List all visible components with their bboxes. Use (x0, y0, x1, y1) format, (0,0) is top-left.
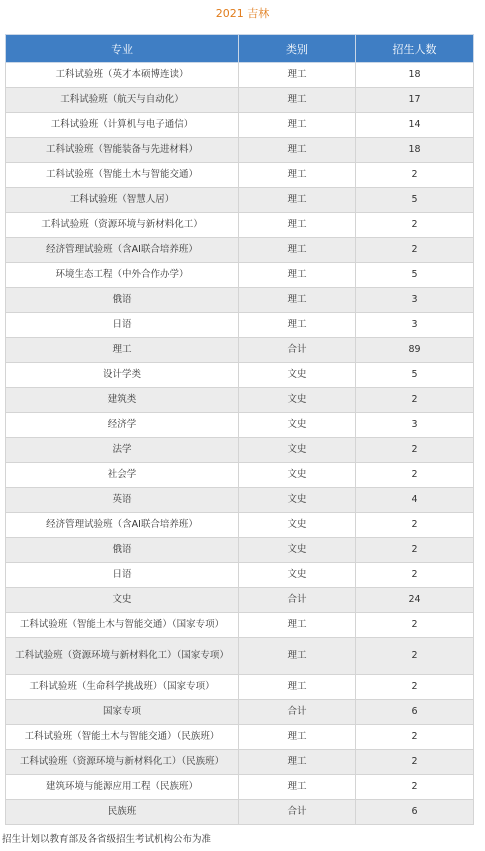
cell-category: 文史 (239, 563, 356, 588)
cell-enrollment: 2 (356, 513, 474, 538)
cell-category: 文史 (239, 538, 356, 563)
cell-major: 理工 (6, 338, 239, 363)
header-enrollment: 招生人数 (356, 35, 474, 63)
cell-enrollment: 4 (356, 488, 474, 513)
cell-category: 理工 (239, 113, 356, 138)
cell-enrollment: 2 (356, 675, 474, 700)
cell-enrollment: 2 (356, 438, 474, 463)
cell-enrollment: 89 (356, 338, 474, 363)
cell-enrollment: 2 (356, 725, 474, 750)
cell-major: 工科试验班（航天与自动化） (6, 88, 239, 113)
cell-major: 民族班 (6, 800, 239, 825)
cell-category: 理工 (239, 675, 356, 700)
cell-major: 工科试验班（计算机与电子通信） (6, 113, 239, 138)
cell-category: 理工 (239, 138, 356, 163)
cell-category: 理工 (239, 775, 356, 800)
cell-major: 工科试验班（资源环境与新材料化工）（民族班） (6, 750, 239, 775)
table-row (6, 513, 474, 538)
cell-enrollment: 3 (356, 288, 474, 313)
table-body (6, 63, 474, 825)
cell-enrollment: 5 (356, 188, 474, 213)
cell-category: 理工 (239, 188, 356, 213)
cell-major: 经济学 (6, 413, 239, 438)
page-title: 2021 吉林 (215, 7, 270, 20)
cell-major: 法学 (6, 438, 239, 463)
table-row (6, 538, 474, 563)
cell-major: 设计学类 (6, 363, 239, 388)
cell-major: 社会学 (6, 463, 239, 488)
cell-major: 文史 (6, 588, 239, 613)
table-row (6, 138, 474, 163)
cell-category: 理工 (239, 613, 356, 638)
cell-category: 合计 (239, 700, 356, 725)
cell-enrollment: 2 (356, 463, 474, 488)
cell-enrollment: 24 (356, 588, 474, 613)
cell-major: 俄语 (6, 288, 239, 313)
table-row (6, 313, 474, 338)
cell-category: 文史 (239, 413, 356, 438)
cell-enrollment: 2 (356, 238, 474, 263)
table-row (6, 238, 474, 263)
cell-category: 文史 (239, 513, 356, 538)
cell-category: 理工 (239, 313, 356, 338)
cell-major: 国家专项 (6, 700, 239, 725)
table-row (6, 113, 474, 138)
table-row (6, 750, 474, 775)
cell-enrollment: 18 (356, 63, 474, 88)
cell-major: 日语 (6, 313, 239, 338)
table-row (6, 563, 474, 588)
cell-enrollment: 5 (356, 263, 474, 288)
table-row (6, 88, 474, 113)
table-row (6, 613, 474, 638)
table-row (6, 638, 474, 675)
cell-major: 经济管理试验班（含AI联合培养班） (6, 238, 239, 263)
header-major: 专业 (6, 35, 239, 63)
cell-category: 理工 (239, 288, 356, 313)
header-category: 类别 (239, 35, 356, 63)
cell-category: 合计 (239, 800, 356, 825)
table-row (6, 213, 474, 238)
cell-enrollment: 2 (356, 538, 474, 563)
cell-major: 日语 (6, 563, 239, 588)
table-row (6, 675, 474, 700)
table-row (6, 800, 474, 825)
cell-category: 理工 (239, 63, 356, 88)
admission-table-container (5, 34, 473, 825)
cell-major: 俄语 (6, 538, 239, 563)
cell-category: 文史 (239, 488, 356, 513)
cell-enrollment: 2 (356, 163, 474, 188)
cell-enrollment: 2 (356, 750, 474, 775)
table-row (6, 488, 474, 513)
table-row (6, 725, 474, 750)
cell-enrollment: 6 (356, 700, 474, 725)
table-row (6, 438, 474, 463)
cell-enrollment: 3 (356, 413, 474, 438)
cell-category: 理工 (239, 725, 356, 750)
cell-category: 合计 (239, 338, 356, 363)
cell-major: 英语 (6, 488, 239, 513)
cell-category: 文史 (239, 438, 356, 463)
cell-major: 工科试验班（资源环境与新材料化工） (6, 213, 239, 238)
cell-major: 工科试验班（智能土木与智能交通）（国家专项） (6, 613, 239, 638)
cell-enrollment: 14 (356, 113, 474, 138)
cell-enrollment: 2 (356, 563, 474, 588)
table-row (6, 775, 474, 800)
cell-major: 工科试验班（智慧人居） (6, 188, 239, 213)
cell-enrollment: 2 (356, 775, 474, 800)
cell-category: 理工 (239, 88, 356, 113)
table-row (6, 588, 474, 613)
table-row (6, 413, 474, 438)
cell-major: 工科试验班（生命科学挑战班）（国家专项） (6, 675, 239, 700)
cell-enrollment: 2 (356, 213, 474, 238)
cell-enrollment: 2 (356, 388, 474, 413)
admission-table (5, 34, 474, 825)
footnote: 招生计划以教育部及各省级招生考试机构公布为准 (2, 834, 212, 845)
cell-category: 理工 (239, 213, 356, 238)
cell-category: 理工 (239, 238, 356, 263)
cell-category: 文史 (239, 463, 356, 488)
cell-major: 工科试验班（智能土木与智能交通） (6, 163, 239, 188)
table-row (6, 188, 474, 213)
cell-category: 理工 (239, 750, 356, 775)
cell-category: 理工 (239, 263, 356, 288)
table-row (6, 338, 474, 363)
cell-major: 工科试验班（英才本硕博连读） (6, 63, 239, 88)
cell-enrollment: 2 (356, 638, 474, 675)
cell-category: 文史 (239, 363, 356, 388)
table-row (6, 163, 474, 188)
cell-major: 工科试验班（智能土木与智能交通）（民族班） (6, 725, 239, 750)
cell-enrollment: 6 (356, 800, 474, 825)
cell-major: 建筑类 (6, 388, 239, 413)
cell-enrollment: 3 (356, 313, 474, 338)
table-row (6, 288, 474, 313)
cell-category: 理工 (239, 638, 356, 675)
cell-major: 建筑环境与能源应用工程（民族班） (6, 775, 239, 800)
cell-enrollment: 18 (356, 138, 474, 163)
cell-major: 经济管理试验班（含AI联合培养班） (6, 513, 239, 538)
cell-enrollment: 17 (356, 88, 474, 113)
cell-major: 工科试验班（智能装备与先进材料） (6, 138, 239, 163)
table-row (6, 63, 474, 88)
table-row (6, 388, 474, 413)
table-header-row (6, 35, 474, 63)
table-row (6, 463, 474, 488)
cell-enrollment: 5 (356, 363, 474, 388)
table-row (6, 700, 474, 725)
cell-enrollment: 2 (356, 613, 474, 638)
table-row (6, 263, 474, 288)
cell-category: 文史 (239, 388, 356, 413)
cell-category: 理工 (239, 163, 356, 188)
table-row (6, 363, 474, 388)
cell-category: 合计 (239, 588, 356, 613)
cell-major: 工科试验班（资源环境与新材料化工）（国家专项） (6, 638, 239, 675)
cell-major: 环境生态工程（中外合作办学） (6, 263, 239, 288)
